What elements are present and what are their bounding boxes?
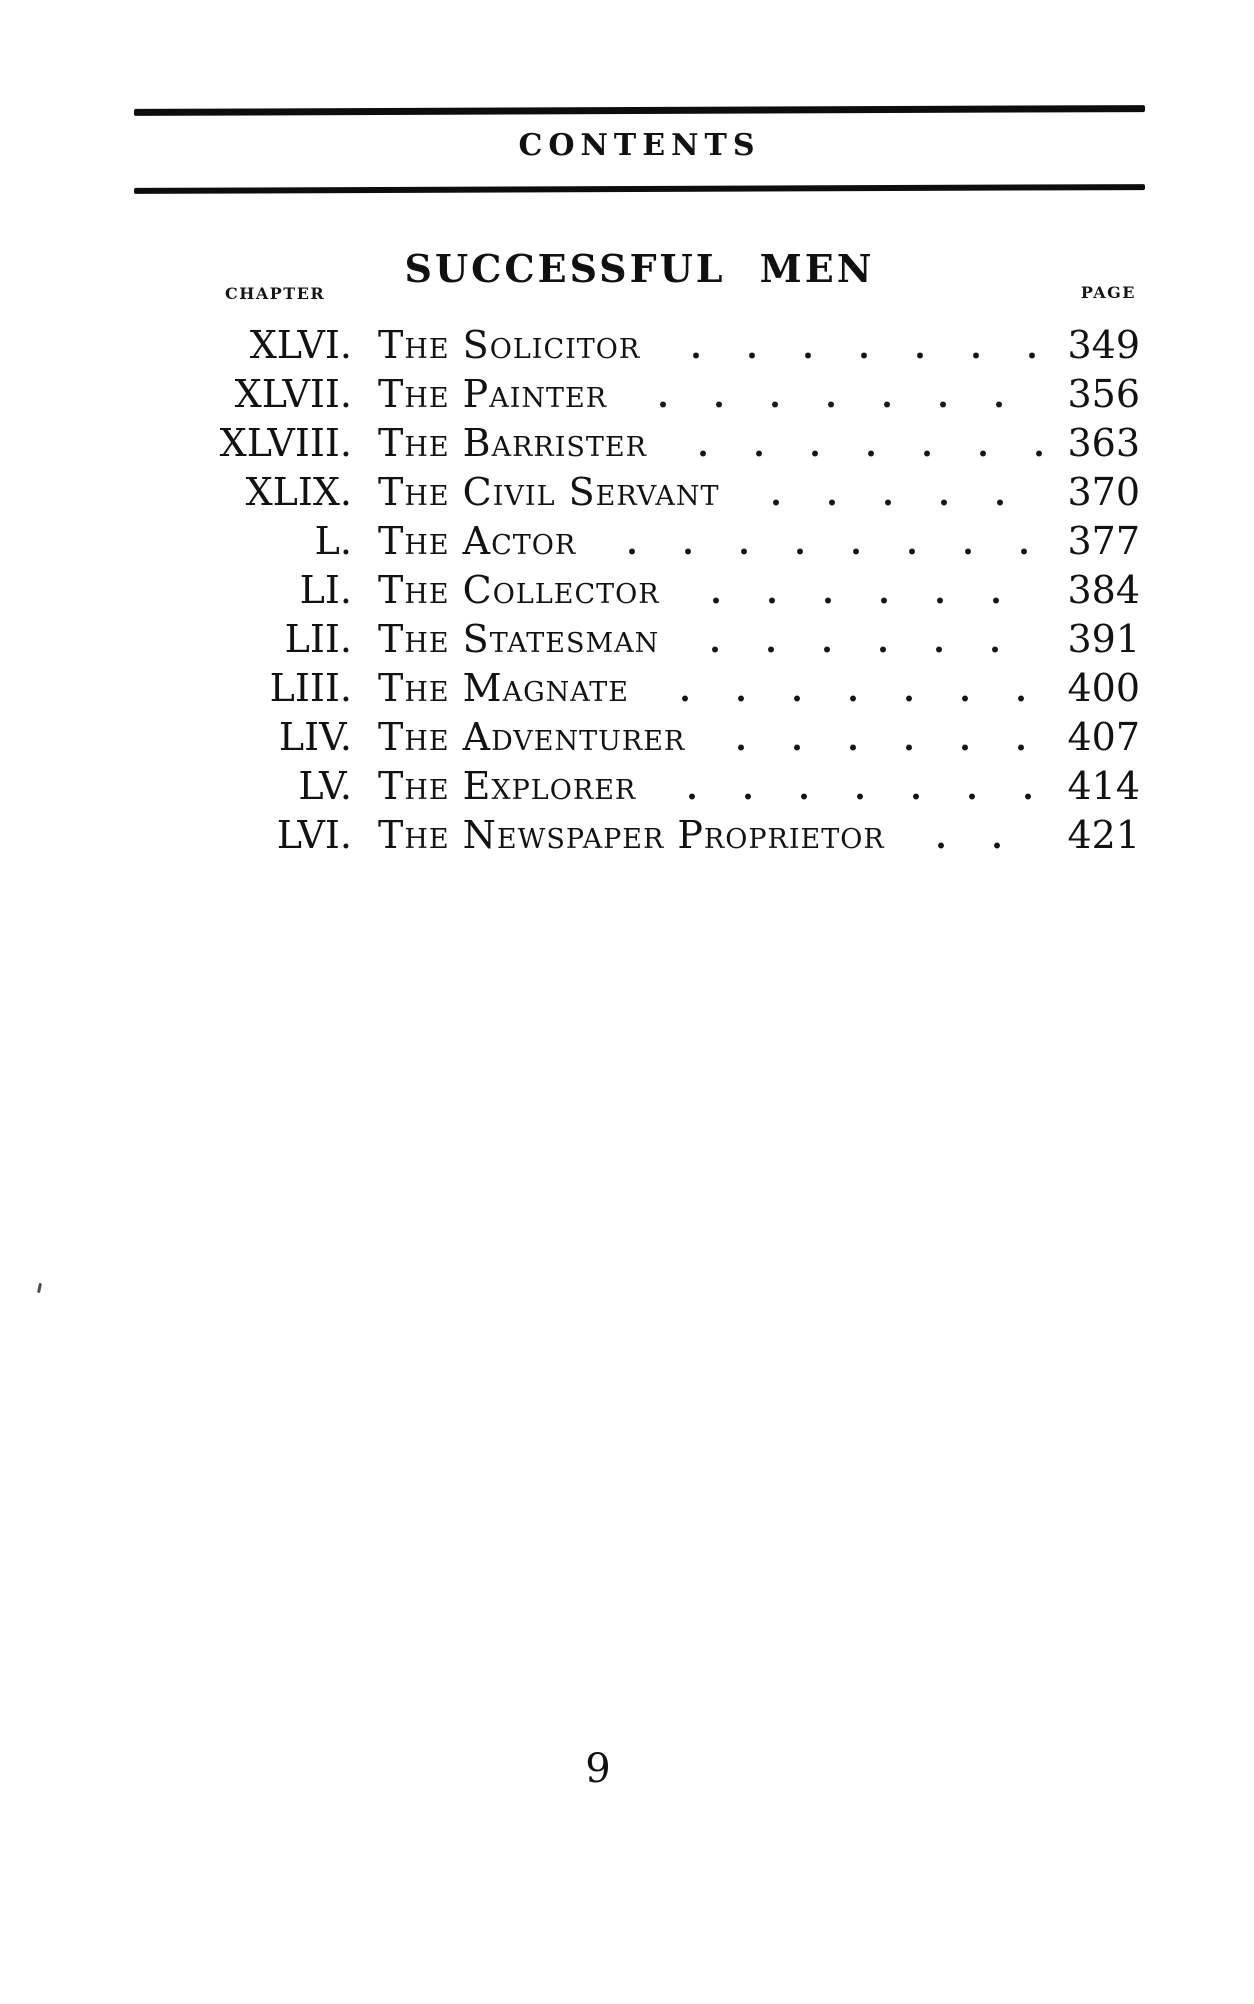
chapter-title: The Civil Servant bbox=[378, 470, 720, 514]
header-rule-bottom bbox=[134, 184, 1145, 194]
scan-speck bbox=[37, 1283, 42, 1293]
toc-row bbox=[0, 811, 1254, 860]
toc-row bbox=[0, 419, 1254, 468]
chapter-title: The Newspaper Proprietor bbox=[378, 813, 885, 857]
chapter-title: The Magnate bbox=[378, 666, 630, 710]
running-title: CONTENTS bbox=[518, 128, 761, 163]
chapter-numeral: XLIX. bbox=[245, 470, 352, 514]
toc-row bbox=[0, 615, 1254, 664]
chapter-page-number: 414 bbox=[1067, 764, 1140, 808]
toc-row bbox=[0, 468, 1254, 517]
chapter-numeral: LIII. bbox=[269, 666, 352, 710]
chapter-title: The Statesman bbox=[378, 617, 660, 661]
toc-row bbox=[0, 517, 1254, 566]
chapter-numeral: LVI. bbox=[276, 813, 352, 857]
toc-row bbox=[0, 664, 1254, 713]
leader-dots bbox=[592, 517, 1046, 566]
leader-dots bbox=[623, 370, 1046, 419]
chapter-title: The Adventurer bbox=[378, 715, 686, 759]
chapter-title: The Actor bbox=[378, 519, 577, 563]
chapter-numeral: LIV. bbox=[278, 715, 352, 759]
chapter-title: The Collector bbox=[378, 568, 660, 612]
folio-page-number: 9 bbox=[585, 1746, 611, 1792]
chapter-page-number: 377 bbox=[1067, 519, 1140, 563]
chapter-title: The Barrister bbox=[378, 421, 647, 465]
toc-row bbox=[0, 321, 1254, 370]
chapter-title: The Solicitor bbox=[378, 323, 641, 367]
leader-dots bbox=[656, 321, 1046, 370]
chapter-page-number: 421 bbox=[1067, 813, 1140, 857]
toc-row bbox=[0, 370, 1254, 419]
chapter-numeral: XLVII. bbox=[234, 372, 352, 416]
chapter-page-number: 349 bbox=[1067, 323, 1140, 367]
chapter-page-number: 370 bbox=[1067, 470, 1140, 514]
chapter-page-number: 407 bbox=[1067, 715, 1140, 759]
chapter-numeral: LV. bbox=[298, 764, 352, 808]
leader-dots bbox=[645, 664, 1046, 713]
leader-dots bbox=[663, 419, 1046, 468]
section-title: SUCCESSFUL MEN bbox=[404, 246, 875, 291]
chapter-page-number: 384 bbox=[1067, 568, 1140, 612]
chapter-title: The Explorer bbox=[378, 764, 637, 808]
leader-dots bbox=[676, 566, 1046, 615]
page-column-label: PAGE bbox=[1080, 283, 1136, 302]
header-rule-top bbox=[134, 105, 1145, 116]
chapter-title: The Painter bbox=[378, 372, 608, 416]
toc-row bbox=[0, 566, 1254, 615]
leader-dots bbox=[652, 762, 1046, 811]
leader-dots bbox=[736, 468, 1046, 517]
chapter-numeral: LI. bbox=[299, 568, 352, 612]
toc-row bbox=[0, 713, 1254, 762]
leader-dots bbox=[901, 811, 1046, 860]
chapter-column-label: CHAPTER bbox=[225, 284, 326, 303]
chapter-numeral: XLVI. bbox=[249, 323, 352, 367]
chapter-page-number: 391 bbox=[1067, 617, 1140, 661]
toc-row bbox=[0, 762, 1254, 811]
leader-dots bbox=[701, 713, 1046, 762]
chapter-numeral: LII. bbox=[284, 617, 352, 661]
chapter-numeral: L. bbox=[314, 519, 352, 563]
chapter-page-number: 356 bbox=[1067, 372, 1140, 416]
leader-dots bbox=[675, 615, 1046, 664]
table-of-contents bbox=[0, 321, 1254, 860]
chapter-page-number: 400 bbox=[1067, 666, 1140, 710]
chapter-numeral: XLVIII. bbox=[219, 421, 352, 465]
chapter-page-number: 363 bbox=[1067, 421, 1140, 465]
